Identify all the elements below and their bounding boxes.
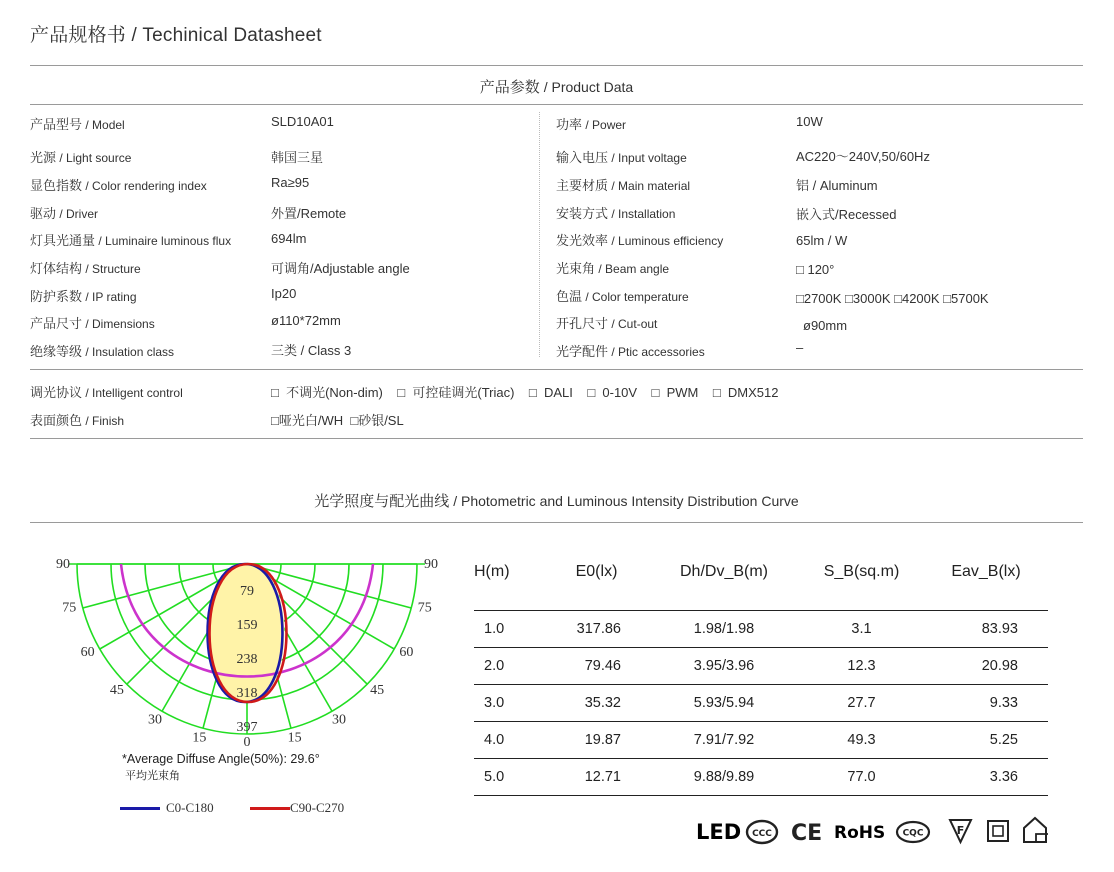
spec-label-en: / Structure <box>82 262 141 276</box>
spec-label-cn: 灯具光通量 <box>30 233 96 248</box>
angle-label: 15 <box>287 730 302 746</box>
column-header: E0(lx) <box>575 563 618 580</box>
spec-label-en: / Light source <box>56 151 132 165</box>
intensity-label: 397 <box>236 720 258 735</box>
option-label <box>30 382 183 401</box>
divider <box>30 522 1083 523</box>
spec-label-en: / Luminous efficiency <box>608 234 724 248</box>
table-cell: 35.32 <box>544 685 649 722</box>
table-cell: 5.0 <box>474 759 544 796</box>
spec-label-en: / Ptic accessories <box>608 345 705 359</box>
spec-value: Ra≥95 <box>271 175 310 190</box>
option-label-en: / Finish <box>82 414 125 428</box>
table-cell: 5.93/5.94 <box>649 685 799 722</box>
spec-label <box>556 258 669 277</box>
angle-label: 90 <box>424 557 438 572</box>
table-row <box>474 685 1048 722</box>
intensity-label: 79 <box>240 584 254 599</box>
spec-label <box>556 147 687 166</box>
photometric-table <box>474 552 1048 796</box>
spec-label <box>30 230 231 249</box>
spec-value: 可调角/Adjustable angle <box>271 261 410 276</box>
table-row <box>474 611 1048 648</box>
table-cell: 1.98/1.98 <box>649 611 799 648</box>
spec-label-cn: 光束角 <box>556 261 596 276</box>
page-title: 产品规格书 / Techinical Datasheet <box>30 25 322 46</box>
spec-label-en: / Beam angle <box>595 262 670 276</box>
photometric-heading: 光学照度与配光曲线 / Photometric and Luminous Intensity Distribution Curve <box>314 493 799 510</box>
spec-label-cn: 产品型号 <box>30 117 83 132</box>
table-cell: 3.36 <box>924 759 1048 796</box>
table-row <box>474 648 1048 685</box>
angle-label: 60 <box>80 645 95 660</box>
option-value: □哑光白/WH □砂银/SL <box>271 413 404 428</box>
intensity-label: 159 <box>236 618 258 633</box>
table-cell: 12.71 <box>544 759 649 796</box>
diffuse-angle-caption-cn: 平均光束角 <box>125 770 180 782</box>
spec-value: 694lm <box>271 231 307 246</box>
spec-label-cn: 绝缘等级 <box>30 344 83 359</box>
table-cell: 3.0 <box>474 685 544 722</box>
spec-value: ø110*72mm <box>271 313 341 328</box>
table-cell: 27.7 <box>799 685 924 722</box>
table-cell: 1.0 <box>474 611 544 648</box>
angle-label: 75 <box>62 600 77 616</box>
angle-label: 0 <box>243 735 251 750</box>
column-header: Dh/Dv_B(m) <box>679 563 768 580</box>
spec-label <box>30 258 141 277</box>
cqc-logo <box>897 822 929 842</box>
option-label-cn: 调光协议 <box>30 385 83 400</box>
class-iii-square-icon <box>988 821 1008 841</box>
spec-label-cn: 灯体结构 <box>30 261 83 276</box>
column-header: H(m) <box>474 563 510 580</box>
column-header: Eav_B(lx) <box>951 563 1021 580</box>
column-header: S_B(sq.m) <box>823 563 900 580</box>
spec-label <box>556 175 690 194</box>
spec-label-cn: 光源 <box>30 150 57 165</box>
option-label-cn: 表面颜色 <box>30 413 83 428</box>
spec-label-cn: 驱动 <box>30 206 57 221</box>
spec-label <box>556 203 675 222</box>
table-cell: 3.1 <box>799 611 924 648</box>
table-row <box>474 722 1048 759</box>
spec-label <box>30 313 155 332</box>
angle-label: 45 <box>109 683 124 699</box>
spec-label-en: / Main material <box>608 179 691 193</box>
table-cell: 5.25 <box>924 722 1048 759</box>
spec-label <box>556 313 657 332</box>
spec-value: 嵌入式/Recessed <box>796 207 897 222</box>
spec-label <box>556 230 723 249</box>
spec-label <box>556 341 705 360</box>
table-cell: 12.3 <box>799 648 924 685</box>
spec-value: □ 120° <box>796 262 835 277</box>
spec-value: AC220～240V,50/60Hz <box>796 149 930 164</box>
angle-label: 75 <box>417 600 432 616</box>
intensity-label: 318 <box>236 686 258 701</box>
table-cell: 7.91/7.92 <box>649 722 799 759</box>
svg-text:F: F <box>956 824 965 837</box>
divider <box>30 104 1083 105</box>
spec-value: Ip20 <box>271 286 297 301</box>
house-installation-icon <box>1024 818 1048 842</box>
legend-label-c0: C0-C180 <box>166 800 214 815</box>
spec-label-en: / Input voltage <box>608 151 687 165</box>
product-data-heading: 产品参数 / Product Data <box>479 79 634 96</box>
divider <box>30 369 1083 370</box>
ce-logo: CE <box>791 821 823 846</box>
spec-label <box>30 341 174 360</box>
ccc-logo <box>747 821 777 843</box>
option-label <box>30 410 124 429</box>
rohs-logo: RoHS <box>834 823 886 843</box>
spec-label <box>30 286 137 305</box>
polar-distribution-diagram <box>56 548 440 750</box>
spec-label-en: / IP rating <box>82 290 137 304</box>
svg-text:CCC: CCC <box>752 829 772 839</box>
spec-value: ø90mm <box>803 318 848 333</box>
certification-logos <box>690 812 1060 852</box>
spec-value: 三类 / Class 3 <box>271 343 352 358</box>
spec-label-en: / Luminaire luminous flux <box>95 234 232 248</box>
spec-label-cn: 功率 <box>556 117 583 132</box>
spec-label-cn: 色温 <box>556 289 583 304</box>
spec-label-cn: 主要材质 <box>556 178 609 193</box>
spec-label-cn: 开孔尺寸 <box>556 316 609 331</box>
spec-label <box>556 286 689 305</box>
spec-label <box>556 114 626 133</box>
table-cell: 9.88/9.89 <box>649 759 799 796</box>
legend-line-c90 <box>250 807 290 810</box>
spec-label-cn: 光学配件 <box>556 344 609 359</box>
spec-label-cn: 防护系数 <box>30 289 83 304</box>
spec-label-en: / Driver <box>56 207 99 221</box>
spec-value: – <box>796 340 804 355</box>
option-label-en: / Intelligent control <box>82 386 183 400</box>
table-cell: 317.86 <box>544 611 649 648</box>
spec-value: 65lm / W <box>796 233 848 248</box>
column-separator <box>539 112 540 357</box>
divider <box>30 438 1083 439</box>
spec-label-cn: 安装方式 <box>556 206 609 221</box>
spec-label-en: / Cut-out <box>608 317 658 331</box>
diffuse-angle-caption: *Average Diffuse Angle(50%): 29.6° <box>122 752 320 766</box>
table-cell: 83.93 <box>924 611 1048 648</box>
divider <box>30 65 1083 66</box>
table-cell: 19.87 <box>544 722 649 759</box>
spec-label-cn: 输入电压 <box>556 150 609 165</box>
spec-label-en: / Color rendering index <box>82 179 207 193</box>
table-cell: 9.33 <box>924 685 1048 722</box>
table-cell: 3.95/3.96 <box>649 648 799 685</box>
spec-label-en: / Installation <box>608 207 676 221</box>
spec-label <box>30 203 98 222</box>
spec-label-cn: 产品尺寸 <box>30 316 83 331</box>
angle-label: 15 <box>192 730 207 746</box>
f-mark-logo <box>950 820 971 842</box>
angle-label: 90 <box>56 557 70 572</box>
spec-value: 铝 / Aluminum <box>796 178 878 193</box>
option-value: □ 不调光(Non-dim) □ 可控硅调光(Triac) □ DALI □ 0-10V □ PWM □ DMX512 <box>271 385 779 400</box>
spec-value: SLD10A01 <box>271 114 334 129</box>
angle-label: 60 <box>399 645 414 660</box>
spec-value: 10W <box>796 114 823 129</box>
table-cell: 79.46 <box>544 648 649 685</box>
legend-label-c90: C90-C270 <box>290 800 345 815</box>
intensity-label: 238 <box>236 652 258 667</box>
angle-label: 45 <box>370 683 385 699</box>
table-cell: 20.98 <box>924 648 1048 685</box>
spec-value: 外置/Remote <box>271 206 347 221</box>
table-cell: 4.0 <box>474 722 544 759</box>
spec-label <box>30 147 131 166</box>
legend-line-c0 <box>120 807 160 810</box>
led-logo: LED <box>696 820 742 844</box>
spec-label-cn: 发光效率 <box>556 233 609 248</box>
angle-label: 30 <box>332 712 346 728</box>
table-cell: 2.0 <box>474 648 544 685</box>
angle-label: 30 <box>148 712 162 728</box>
spec-value: 韩国三星 <box>271 150 324 165</box>
spec-label <box>30 175 207 194</box>
spec-label-en: / Color temperature <box>582 290 689 304</box>
spec-label-en: / Power <box>582 118 627 132</box>
spec-label <box>30 114 125 133</box>
table-row <box>474 759 1048 796</box>
table-spacer-row <box>474 592 1048 611</box>
spec-label-cn: 显色指数 <box>30 178 83 193</box>
spec-value: □2700K □3000K □4200K □5700K <box>796 291 989 306</box>
spec-label-en: / Dimensions <box>82 317 155 331</box>
table-cell: 77.0 <box>799 759 924 796</box>
svg-text:CQC: CQC <box>902 828 924 839</box>
table-header-row <box>474 552 1048 592</box>
spec-label-en: / Insulation class <box>82 345 175 359</box>
table-cell: 49.3 <box>799 722 924 759</box>
spec-label-en: / Model <box>82 118 125 132</box>
